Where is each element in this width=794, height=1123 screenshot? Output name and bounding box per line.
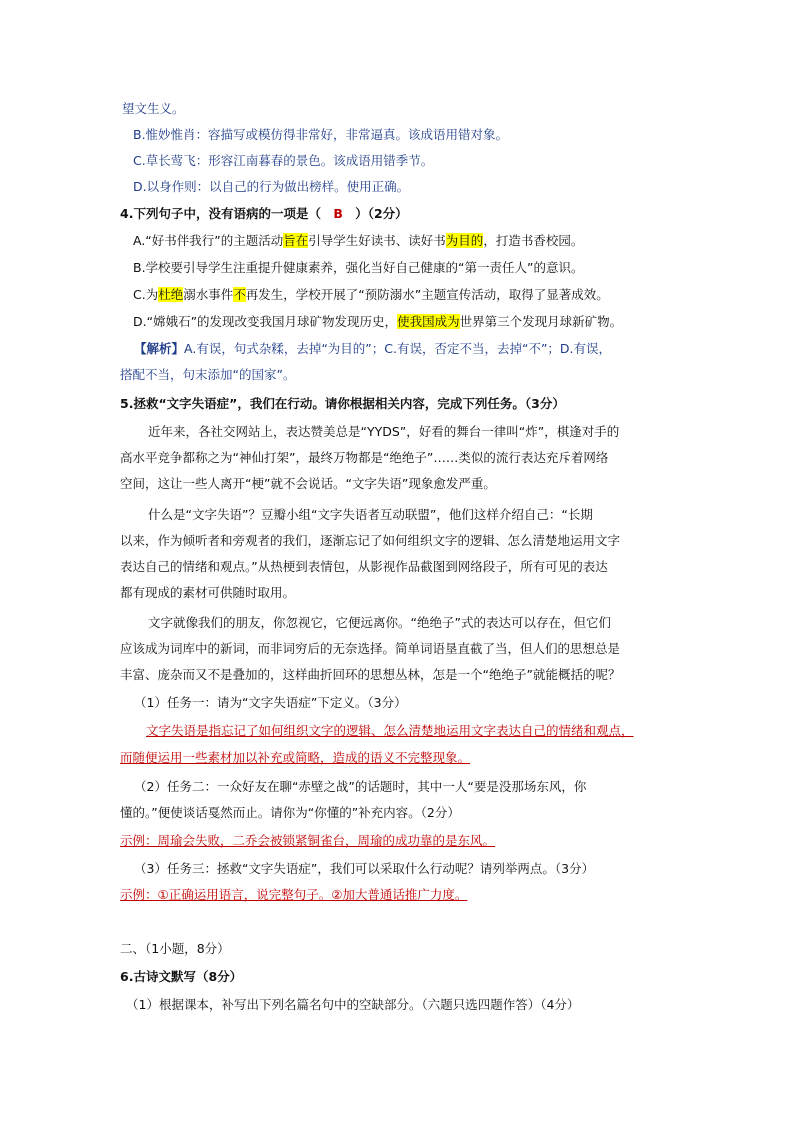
task-1-prompt: （1）任务一：请为“文字失语症”下定义。（3分） <box>134 695 407 710</box>
task-2-prompt-line-1: （2）任务二：一众好友在聊“赤壁之战”的话题时，其中一人“要是没那场东风，你 <box>134 779 587 794</box>
task-1-answer-line-2: 而随便运用一些素材加以补充或简略，造成的语义不完整现象。 <box>120 750 471 765</box>
passage-p3-line-1: 文字就像我们的朋友，你忽视它，它便远离你。“绝绝子”式的表达可以存在，但它们 <box>148 615 611 630</box>
question-6-part-1: （1）根据课本，补写出下列名篇名句中的空缺部分。（六题只选四题作答）（4分） <box>126 997 580 1012</box>
analysis-label: 【解析】 <box>134 341 185 356</box>
question-6-stem: 6.古诗文默写（8分） <box>120 969 243 984</box>
passage-p2-line-1: 什么是“文字失语”？豆瓣小组“文字失语者互动联盟”，他们这样介绍自己：“长期 <box>148 507 593 522</box>
prev-answer-tail: 望文生义。 <box>122 101 185 116</box>
highlight-weimudi: 为目的 <box>445 233 484 248</box>
question-5-stem: 5.拯救“文字失语症”，我们在行动。请你根据相关内容，完成下列任务。（3分） <box>120 396 565 411</box>
option-a <box>133 232 583 250</box>
explanation-d: D.以身作则：以自己的行为做出榜样。使用正确。 <box>133 179 410 194</box>
highlight-zhizai: 旨在 <box>283 233 309 248</box>
passage-p3-line-3: 丰富、庞杂而又不是叠加的，这样曲折回环的思想丛林，怎是一个“绝绝子”就能概括的呢？ <box>120 667 621 682</box>
question-4-score: ）（2分） <box>355 206 408 221</box>
passage-p2-line-3: 表达自己的情绪和观点。”从热梗到表情包，从影视作品截图到网络段子，所有可见的表达 <box>120 559 608 574</box>
passage-p3-line-2: 应该成为词库中的新词，而非词穷后的无奈选择。简单词语垦直截了当，但人们的思想总是 <box>120 641 621 656</box>
option-a-text-2: 引导学生好读书、读好书 <box>308 233 446 248</box>
task-3-prompt: （3）任务三：拯救“文字失语症”，我们可以采取什么行动呢？请列举两点。（3分） <box>134 861 595 876</box>
passage-p1-line-2: 高水平竞争都称之为“神仙打架”，最终万物都是“绝绝子”……类似的流行表达充斥着网络 <box>120 450 609 465</box>
passage-p1-line-3: 空间，这让一些人离开“梗”就不会说话。“文字失语”现象愈发严重。 <box>120 476 496 491</box>
option-d-text-2: 世界第三个发现月球新矿物。 <box>459 314 623 329</box>
option-c-text-3: 再发生，学校开展了“预防溺水”主题宣传活动，取得了显著成效。 <box>245 287 609 302</box>
task-3-answer: 示例：①正确运用语言，说完整句子。②加大普通话推广力度。 <box>120 887 468 902</box>
option-d <box>133 313 622 331</box>
analysis-line-1 <box>134 340 611 358</box>
question-4-stem <box>120 205 408 223</box>
analysis-line-2: 搭配不当，句末添加“的国家”。 <box>120 367 296 382</box>
highlight-shiwoguochengwei: 使我国成为 <box>397 314 460 329</box>
option-a-text-3: ，打造书香校园。 <box>483 233 584 248</box>
highlight-bu: 不 <box>233 287 246 302</box>
explanation-c: C.草长莺飞：形容江南暮春的景色。该成语用错季节。 <box>133 153 434 168</box>
task-1-answer-line-1: 文字失语是指忘记了如何组织文字的逻辑、怎么清楚地运用文字表达自己的情绪和观点， <box>146 723 634 738</box>
passage-p2-line-4: 都有现成的素材可供随时取用。 <box>120 585 296 600</box>
explanation-b: B.惟妙惟肖：容描写或模仿得非常好，非常逼真。该成语用错对象。 <box>133 127 509 142</box>
question-4-text: 4.下列句子中，没有语病的一项是（ <box>120 206 321 221</box>
analysis-text-1: A.有误，句式杂糅，去掉“为目的”；C.有误，否定不当，去掉“不”；D.有误， <box>184 341 612 356</box>
option-c-text-1: C.为 <box>133 287 159 302</box>
question-4-answer: B <box>333 206 343 221</box>
option-b: B.学校要引导学生注重提升健康素养，强化当好自己健康的“第一责任人”的意识。 <box>133 260 584 275</box>
section-2-heading: 二、（1小题，8分） <box>120 941 230 956</box>
option-d-text-1: D.“嫦娥石”的发现改变我国月球矿物发现历史， <box>133 314 398 329</box>
highlight-dujue: 杜绝 <box>158 287 184 302</box>
passage-p1-line-1: 近年来，各社交网站上，表达赞美总是“YYDS”，好看的舞台一律叫“炸”，棋逢对手的 <box>148 424 620 439</box>
option-c-text-2: 溺水事件 <box>183 287 234 302</box>
option-c <box>133 286 609 304</box>
task-2-prompt-line-2: 懂的。”便使谈话戛然而止。请你为“你懂的”补充内容。（2分） <box>120 805 460 820</box>
passage-p2-line-2: 以来，作为倾听者和旁观者的我们，逐渐忘记了如何组织文字的逻辑、怎么清楚地运用文字 <box>120 533 621 548</box>
option-a-text-1: A.“好书伴我行”的主题活动 <box>133 233 284 248</box>
task-2-answer: 示例：周瑜会失败，二乔会被锁紧铜雀台，周瑜的成功靠的是东风。 <box>120 833 496 848</box>
